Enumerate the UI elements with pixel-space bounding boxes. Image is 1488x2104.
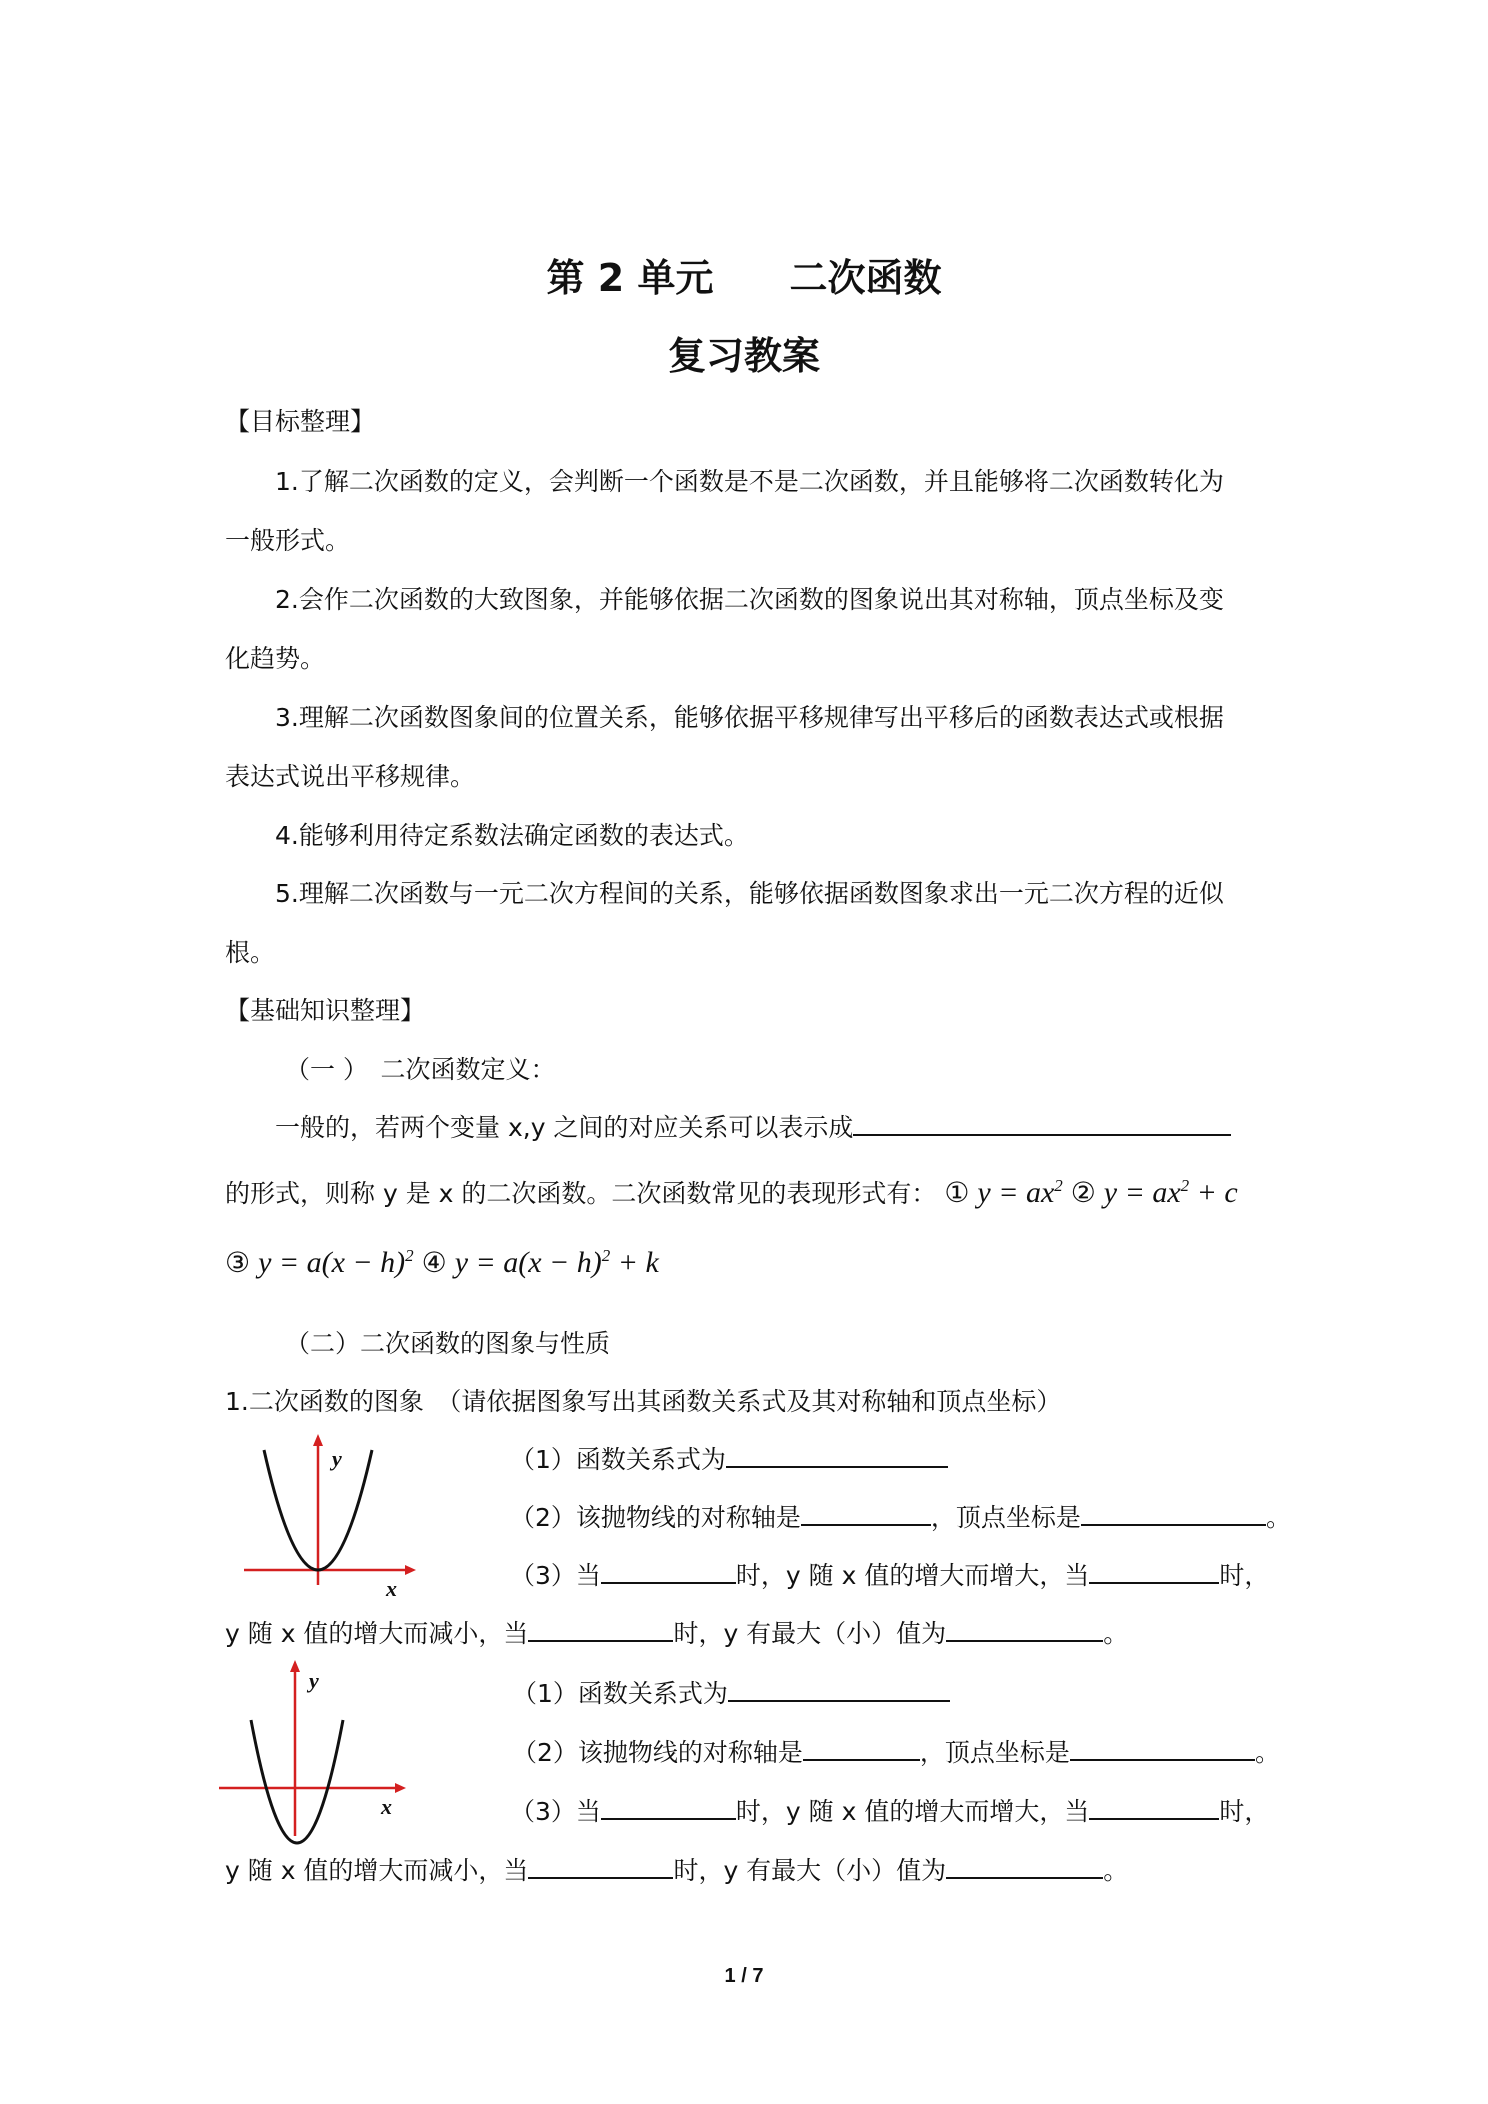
goal-2-line-1: 2.会作二次函数的大致图象，并能够依据二次函数的图象说出其对称轴，顶点坐标及变 [275,585,1224,614]
g1-function-blank[interactable] [726,1442,948,1468]
graph-1-y-arrow [313,1434,323,1446]
g1-q2-label: （2）该抛物线的对称轴是 [510,1503,801,1532]
definition-text-2: 的形式，则称 y 是 x 的二次函数。二次函数常见的表现形式有： [225,1179,937,1208]
basics-header: 【基础知识整理】 [225,996,426,1025]
parabola-graph-1 [240,1440,420,1601]
g1-q4: y 随 x 值的增大而减小，当 时，y 有最大（小）值为 。 [225,1614,1128,1650]
g2-function-blank[interactable] [728,1676,950,1702]
g2-q1 [512,1674,950,1710]
page-number: 1 / 7 [724,1965,764,1987]
g2-q4: y 随 x 值的增大而减小，当 时，y 有最大（小）值为 。 [225,1851,1128,1887]
form-3-formula: $y = a(x - h)^2$ [258,1246,414,1279]
graph-task: 1.二次函数的图象 （请依据图象写出其函数关系式及其对称轴和顶点坐标） [225,1387,1062,1416]
g1-q4-label: y 随 x 值的增大而减小，当 [225,1619,529,1648]
goal-1-line-1: 1.了解二次函数的定义，会判断一个函数是不是二次函数，并且能够将二次函数转化为 [275,467,1224,496]
goals-header: 【目标整理】 [225,407,376,436]
goal-5-line-1: 5.理解二次函数与一元二次方程间的关系，能够依据函数图象求出一元二次方程的近似 [275,879,1224,908]
definition-line-2 [225,1174,1238,1210]
form-1-marker: ① [944,1176,970,1209]
graph-1-y-label: y [332,1446,342,1471]
goal-5-line-2: 根。 [225,938,276,967]
g2-extreme-value-blank[interactable] [946,1853,1103,1879]
graph-1-x-label: x [386,1576,397,1601]
g1-decrease-blank[interactable] [1089,1558,1219,1584]
g1-q2: （2）该抛物线的对称轴是 ，顶点坐标是 。 [510,1498,1291,1534]
g1-axis-blank[interactable] [801,1500,931,1526]
form-3-marker: ③ [225,1246,251,1279]
graph-2-y-label: y [309,1668,319,1693]
definition-line-1 [275,1108,1231,1144]
graph-1-x-arrow [405,1565,416,1575]
g2-q3-label: （3）当 [510,1797,601,1826]
g2-extreme-x-blank[interactable] [528,1853,673,1879]
g2-q2: （2）该抛物线的对称轴是 ，顶点坐标是 。 [512,1733,1280,1769]
graph-2-x-label: x [381,1794,392,1819]
g2-decrease-blank[interactable] [1089,1794,1219,1820]
forms-line-2 [225,1246,659,1280]
graph-2-parabola [251,1720,343,1843]
part2-heading: （二）二次函数的图象与性质 [285,1329,611,1358]
form-4-formula: $y = a(x - h)^2 + k$ [454,1246,659,1279]
g1-vertex-blank[interactable] [1081,1500,1266,1526]
g2-q2-vertex-label: ，顶点坐标是 [919,1738,1070,1767]
goal-3-line-2: 表达式说出平移规律。 [225,762,476,791]
g1-q1 [510,1440,948,1476]
g1-extreme-x-blank[interactable] [528,1616,673,1642]
g1-increase-blank[interactable] [601,1558,736,1584]
graph-2-y-arrow [290,1660,300,1672]
form-1-formula: $y = ax^2$ [977,1176,1063,1209]
definition-blank[interactable] [853,1110,1231,1136]
g1-q1-label: （1）函数关系式为 [510,1445,726,1474]
g2-vertex-blank[interactable] [1070,1735,1255,1761]
page-title: 第 2 单元 二次函数 [546,256,942,300]
g1-q3-label: （3）当 [510,1561,601,1590]
form-2-marker: ② [1070,1176,1096,1209]
g1-extreme-value-blank[interactable] [946,1616,1103,1642]
g2-q1-label: （1）函数关系式为 [512,1679,728,1708]
page-subtitle: 复习教案 [667,334,820,378]
g2-q4-label: y 随 x 值的增大而减小，当 [225,1856,529,1885]
g2-q2-label: （2）该抛物线的对称轴是 [512,1738,803,1767]
g2-axis-blank[interactable] [803,1735,920,1761]
graph-2-x-arrow [395,1783,406,1793]
form-4-marker: ④ [421,1246,447,1279]
part1-heading: （一 ） 二次函数定义： [285,1055,556,1084]
parabola-graph-2 [215,1666,415,1846]
definition-text-1: 一般的，若两个变量 x,y 之间的对应关系可以表示成 [275,1113,854,1142]
g1-q3: （3）当 时，y 随 x 值的增大而增大，当 时， [510,1556,1269,1592]
g2-q3: （3）当 时，y 随 x 值的增大而增大，当 时， [510,1792,1269,1828]
goal-3-line-1: 3.理解二次函数图象间的位置关系，能够依据平移规律写出平移后的函数表达式或根据 [275,703,1224,732]
goal-2-line-2: 化趋势。 [225,644,326,673]
goal-4-line-1: 4.能够利用待定系数法确定函数的表达式。 [275,821,749,850]
g1-q2-vertex-label: ，顶点坐标是 [930,1503,1081,1532]
g2-increase-blank[interactable] [601,1794,736,1820]
goal-1-line-2: 一般形式。 [225,526,351,555]
form-2-formula: $y = ax^2 + c$ [1103,1176,1238,1209]
